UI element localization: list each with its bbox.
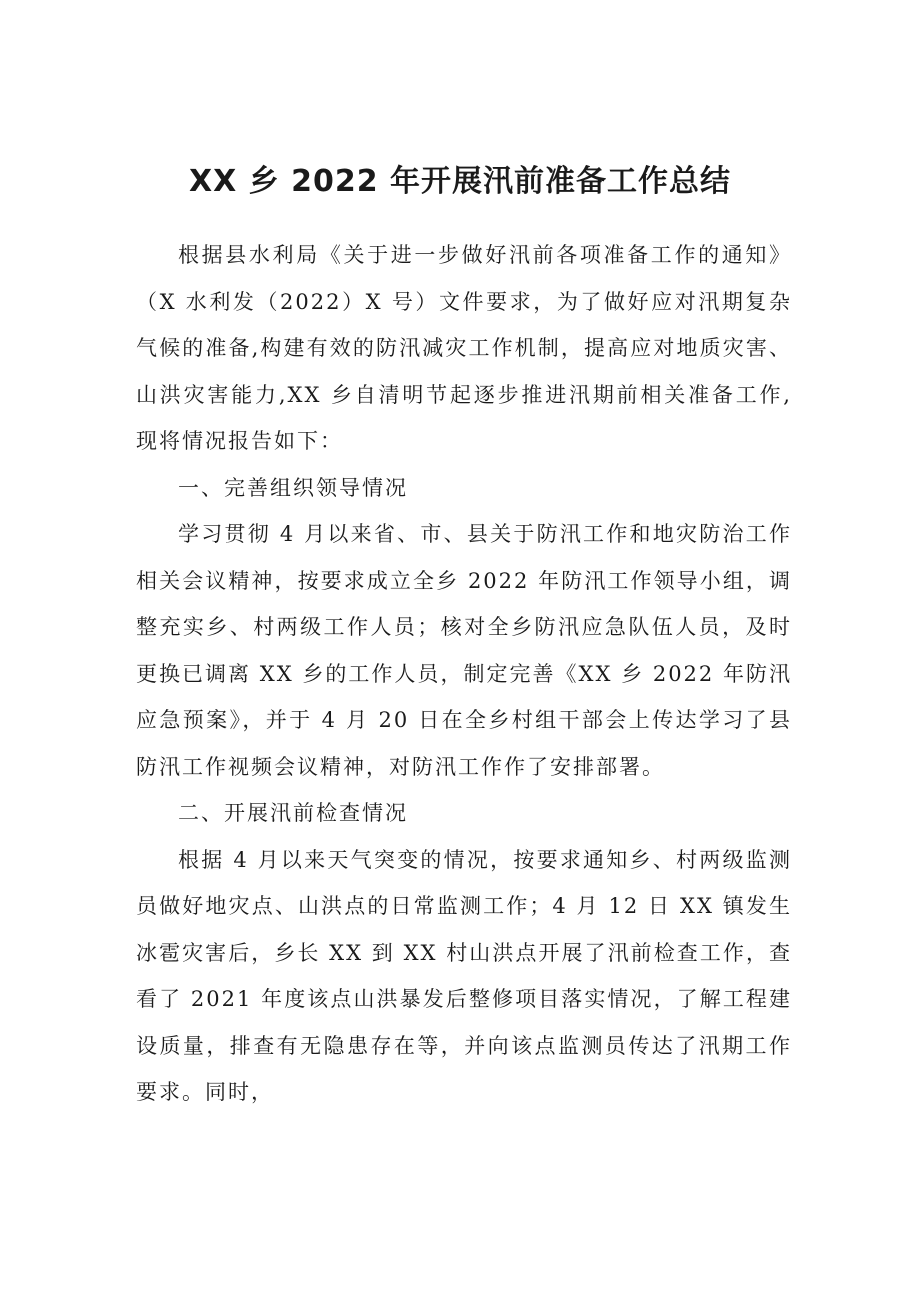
section-heading-inspection: 二、开展汛前检查情况	[178, 801, 408, 825]
intro-paragraph: 根据县水利局《关于进一步做好汛前各项准备工作的通知》（X 水利发（2022）X 号）文件要求，为了做好应对汛期复杂气候的准备,构建有效的防汛减灾工作机制，提高应对地质灾害、山洪灾害能力,XX 乡自清明节起逐步推进汛期前相关准备工作,现将情况报告如下：	[136, 243, 792, 453]
document-title: XX 乡 2022 年开展汛前准备工作总结	[188, 164, 732, 199]
section-heading-organization: 一、完善组织领导情况	[178, 475, 408, 500]
document-body	[136, 232, 792, 1116]
organization-paragraph: 学习贯彻 4 月以来省、市、县关于防汛工作和地灾防治工作相关会议精神，按要求成立全乡 2022 年防汛工作领导小组，调整充实乡、村两级工作人员；核对全乡防汛应急队伍人员，及时更换已调离 XX 乡的工作人员，制定完善《XX 乡 2022 年防汛应急预案》，并于 4 月 20 日在全乡村组干部会上传达学习了县防汛工作视频会议精神，对防汛工作作了安排部署。	[136, 522, 792, 779]
inspection-paragraph: 根据 4 月以来天气突变的情况，按要求通知乡、村两级监测员做好地灾点、山洪点的日常监测工作；4 月 12 日 XX 镇发生冰雹灾害后，乡长 XX 到 XX 村山洪点开展了汛前检查工作，查看了 2021 年度该点山洪暴发后整修项目落实情况，了解工程建设质量，排查有无隐患存在等，并向该点监测员传达了汛期工作要求。同时，	[136, 847, 792, 1104]
